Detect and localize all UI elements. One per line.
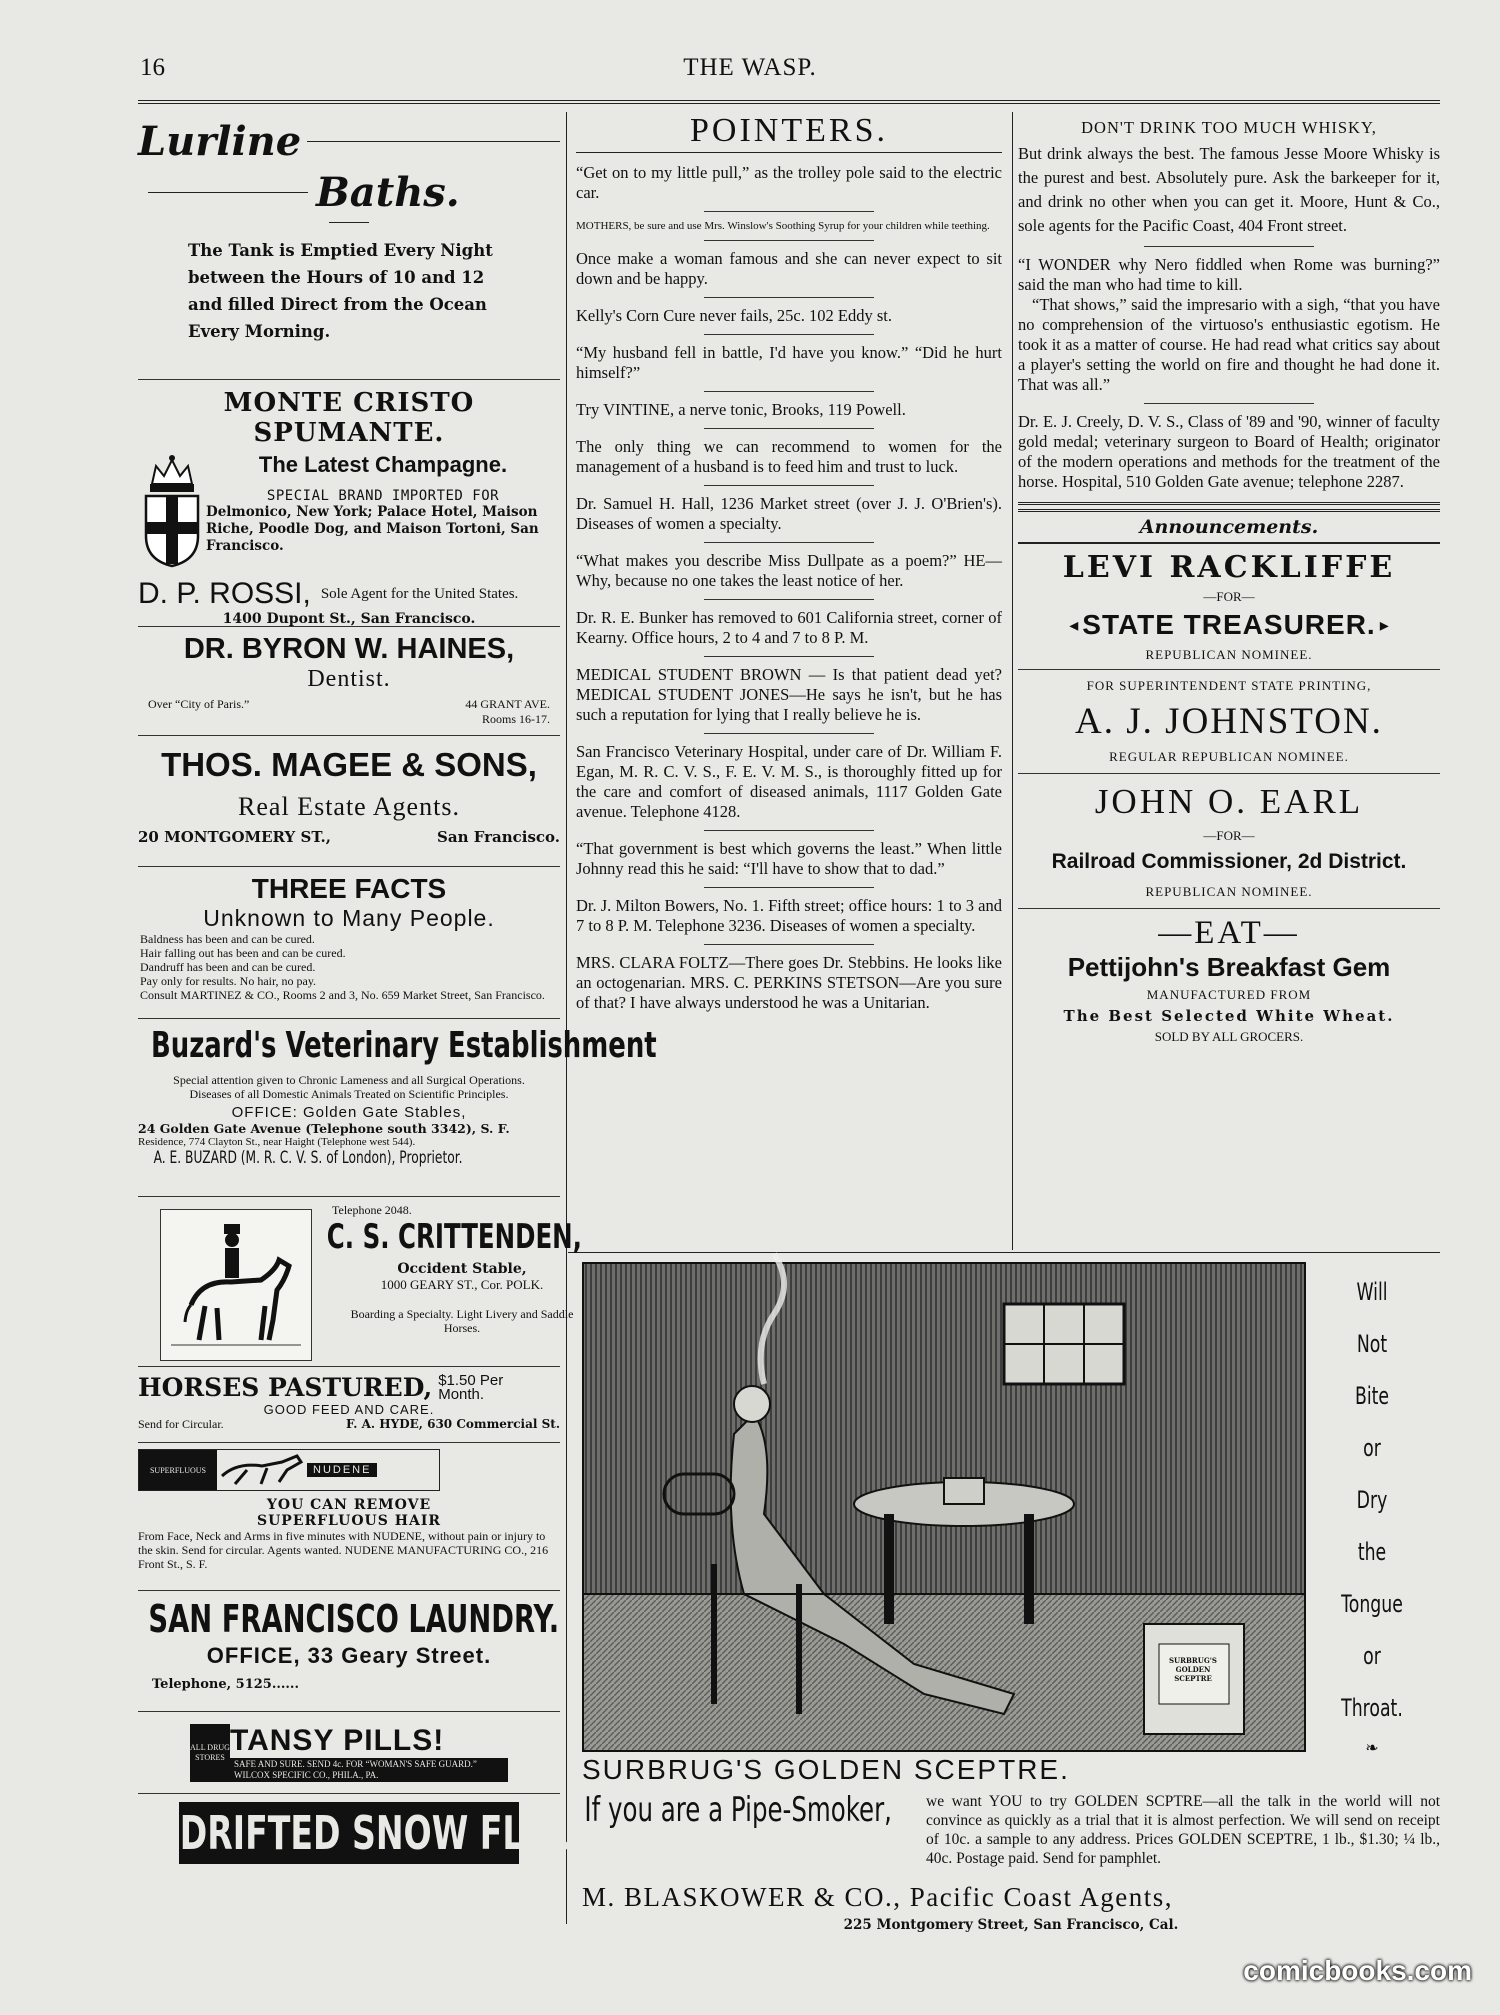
pettijohn-product: Pettijohn's Breakfast Gem [1067,952,1391,982]
buzard-proprietor: A. E. BUZARD (M. R. C. V. S. of London), Proprietor. [153,1148,463,1168]
side-word-2: Not [1356,1330,1388,1358]
johnston-for: FOR SUPERINTENDENT STATE PRINTING, [1086,678,1372,693]
magee-city: San Francisco. [437,828,560,846]
buzard-title: Buzard's Veterinary Establishment [150,1025,657,1066]
pointer-10: Dr. R. E. Bunker has removed to 601 California street, corner of Kearny. Office hours, 2 to 4 and 7 to 8 P. M. [576,608,1002,647]
sceptre-side-words [1312,1278,1432,1758]
magee-ad [138,736,560,867]
column-left [138,112,657,1864]
johnston-ad [1018,670,1440,774]
laundry-phone: Telephone, 5125...... [152,1677,299,1692]
laundry-title: SAN FRANCISCO LAUNDRY. [148,1597,560,1641]
announce-title: Announcements. [1139,516,1319,538]
crown-shield-icon [138,452,206,575]
monte-subtitle: The Latest Champagne. [258,452,508,477]
buzard-text: Special attention given to Chronic Lameness and all Surgical Operations. Diseases of all Domestic Animals Treated on Scientific Principles. [173,1073,525,1101]
monte-title: MONTE CRISTO SPUMANTE. [223,388,475,448]
rossi-address: 1400 Dupont St., San Francisco. [222,611,476,627]
watermark: comicbooks.com [1243,1955,1472,1986]
facts-line-3: Dandruff has been and can be cured. [140,960,316,974]
nero-text-2: “That shows,” said the impresario with a sigh, “that you have no comprehension of the virtuoso's enthusiastic egotism. He took it as a matter of course. He had read what critics say about a player's setting the world on fire and thought he had done it. That was all.” [1018,295,1440,394]
pointer-4: Kelly's Corn Cure never fails, 25c. 102 Eddy st. [576,306,892,325]
lurline-ad [138,112,560,380]
monte-special: SPECIAL BRAND IMPORTED FOR [266,488,500,504]
lurline-title: Lurline [138,118,302,165]
side-word-1: Will [1356,1278,1388,1306]
sceptre-address: 225 Montgomery Street, San Francisco, Cal. [843,1917,1179,1933]
pointer-13: “That government is best which governs the least.” When little Johnny read this he said: “I'll have to show that to dad.” [576,839,1002,878]
sceptre-text: we want YOU to try GOLDEN SCPTRE—all the talk in the world will not convince as quickly as a trial that it is almost perfection. We will send on receipt of 10c. a sample to any address. Prices GOLDEN SCEPTRE, 1 lb., $1.30; ¼ lb., 40c. Postage paid. Send for pamphlet. [926,1793,1440,1867]
facts-subtitle: Unknown to Many People. [203,905,495,931]
crittenden-note: Boarding a Specialty. Light Livery and Saddle Horses. [350,1307,574,1335]
earl-nominee: REPUBLICAN NOMINEE. [1145,884,1313,899]
magee-role: Real Estate Agents. [238,792,460,821]
pointer-6: Try VINTINE, a nerve tonic, Brooks, 119 Powell. [576,400,906,419]
buzard-address: 24 Golden Gate Avenue (Telephone south 3342), S. F. [138,1121,510,1136]
side-word-8: or [1363,1642,1381,1670]
crittenden-phone: Telephone 2048. [332,1203,412,1217]
pointer-14: Dr. J. Milton Bowers, No. 1. Fifth street; office hours: 1 to 3 and 7 to 8 P. M. Telephone 3236. Diseases of women a specialty. [576,896,1002,935]
rackliffe-name: LEVI RACKLIFFE [1062,550,1396,585]
three-facts-ad [138,867,560,1019]
buzard-ad [138,1019,657,1197]
tansy-side: ALL DRUG STORES [190,1724,230,1782]
haines-address: 44 GRANT AVE. Rooms 16-17. [465,697,550,726]
pointer-5: “My husband fell in battle, I'd have you know.” “Did he hurt himself?” [576,343,1002,382]
eat-title: —EAT— [1158,915,1300,951]
creely-text: Dr. E. J. Creely, D. V. S., Class of '89 and '90, winner of faculty gold medal; veterinary surgeon to Board of Health; originator of the modern operations and methods for the treatment of the horse. Hospital, 510 Golden Gate avenue; telephone 2287. [1018,412,1440,491]
laundry-ad [138,1591,560,1712]
crittenden-address: 1000 GEARY ST., Cor. POLK. [380,1277,544,1292]
side-word-7: Tongue [1341,1590,1403,1618]
tansy-title: TANSY PILLS! [230,1723,445,1757]
pointer-1: “Get on to my little pull,” as the trolley pole said to the electric car. [576,163,1002,202]
column-divider-left [566,112,567,1924]
haines-role: Dentist. [307,666,391,692]
tansy-text: SAFE AND SURE. SEND 4c. FOR “WOMAN'S SAFE GUARD.” WILCOX SPECIFIC CO., PHILA., PA. [230,1758,508,1782]
nudene-banner-left: SUPERFLUOUS [139,1450,217,1490]
facts-line-2: Hair falling out has been and can be cured. [140,946,346,960]
horses-title: HORSES PASTURED, [138,1373,433,1402]
johnston-nominee: REGULAR REPUBLICAN NOMINEE. [1109,749,1349,764]
earl-name: JOHN O. EARL [1094,782,1364,821]
column-middle [576,112,1002,1013]
sceptre-pipe: If you are a Pipe-Smoker, [584,1790,892,1830]
horses-price: $1.50 Per Month. [438,1371,504,1403]
tin-label: SURBRUG'S GOLDEN SCEPTRE [1169,1656,1217,1683]
header-rule [138,100,1440,104]
pointer-8: Dr. Samuel H. Hall, 1236 Market street (over J. J. O'Brien's). Diseases of women a specialty. [576,494,1002,533]
lurline-text: The Tank is Emptied Every Night between the Hours of 10 and 12 and filled Direct from the Ocean Every Morning. [188,241,493,341]
rackliffe-for: —FOR— [1203,589,1255,604]
sceptre-title: SURBRUG'S GOLDEN SCEPTRE. [582,1754,1070,1785]
facts-title: THREE FACTS [251,873,447,904]
crittenden-ad [138,1197,582,1367]
pointers-title: POINTERS. [576,112,1002,153]
horses-sub: GOOD FEED AND CARE. [263,1402,435,1417]
whisky-title: DON'T DRINK TOO MUCH WHISKY, [1081,118,1377,137]
greyhound-icon [217,1452,307,1488]
rossi-role: Sole Agent for the United States. [320,585,519,602]
side-word-9: Throat. [1341,1694,1403,1722]
pettijohn-sold: SOLD BY ALL GROCERS. [1154,1029,1304,1044]
page-number: 16 [140,54,165,81]
pointer-12: San Francisco Veterinary Hospital, under care of Dr. William F. Egan, M. R. C. V. S., F. E. V. M. S., is thoroughly fitted up for the care and comfort of diseased animals, 1117 Golden Gate avenue. Telephone 4128. [576,742,1002,821]
earl-ad [1018,774,1440,909]
side-word-3: Bite [1354,1382,1390,1410]
pointer-9: “What makes you describe Miss Dullpate as a poem?” HE—Why, because no one takes the least notice of her. [576,551,1002,590]
monte-cristo-ad [138,380,560,627]
nudene-banner-right: NUDENE [307,1463,377,1477]
tansy-ad [138,1712,560,1794]
rackliffe-ad [1018,544,1440,670]
side-word-5: Dry [1356,1486,1388,1514]
rackliffe-office: STATE TREASURER. [1082,609,1376,640]
side-word-4: or [1363,1434,1381,1462]
pettijohn-ad [1018,909,1440,1051]
nero-text-1: “I WONDER why Nero fiddled when Rome was burning?” said the man who had time to kill. [1018,255,1440,294]
nudene-title2: SUPERFLUOUS HAIR [256,1513,442,1529]
earl-office: Railroad Commissioner, 2d District. [1051,850,1407,873]
earl-for: —FOR— [1203,828,1255,843]
sceptre-top-rule [568,1252,1440,1253]
magee-name: THOS. MAGEE & SONS, [161,746,537,783]
johnston-name: A. J. JOHNSTON. [1075,701,1383,742]
pointer-3: Once make a woman famous and she can never expect to sit down and be happy. [576,249,1002,288]
lurline-title2: Baths. [316,169,460,216]
buzard-office: OFFICE: Golden Gate Stables, [231,1104,467,1121]
nudene-text: From Face, Neck and Arms in five minutes with NUDENE, without pain or injury to the skin. Send for circular. Agents wanted. NUDENE MANUFACTURING CO., 216 Front St., S. F. [138,1529,549,1571]
laundry-office: OFFICE, 33 Geary Street. [206,1643,492,1668]
pointer-2: MOTHERS, be sure and use Mrs. Winslow's Soothing Syrup for your children while teething. [576,220,990,232]
pointer-7: The only thing we can recommend to women for the management of a husband is to feed him and trust to luck. [576,437,1002,476]
page-title: THE WASP. [683,54,817,81]
haines-ad [138,627,560,736]
crittenden-name: C. S. CRITTENDEN, [326,1217,582,1257]
horses-circular: Send for Circular. [138,1417,224,1431]
nudene-banner [138,1449,440,1491]
horse-rider-icon [160,1209,312,1361]
monte-places: Delmonico, New York; Palace Hotel, Maison Riche, Poodle Dog, and Maison Tortoni, San Francisco. [206,504,539,554]
magee-address: 20 MONTGOMERY ST., [138,828,331,846]
pointer-11: MEDICAL STUDENT BROWN — Is that patient dead yet? MEDICAL STUDENT JONES—He says he isn't, but he has such a reputation for lying that I really believe he is. [576,665,1002,724]
pettijohn-wheat: The Best Selected White Wheat. [1063,1007,1395,1025]
pettijohn-mfd: MANUFACTURED FROM [1146,987,1312,1002]
haines-name: DR. BYRON W. HAINES, [183,633,515,665]
flour-title: DRIFTED SNOW FLOUR [179,1806,603,1860]
facts-line-4: Pay only for results. No hair, no pay. [140,974,317,988]
sceptre-ad [582,1262,1440,1942]
ornament-icon: ❧ [1365,1740,1379,1757]
smoker-engraving [582,1262,1306,1752]
haines-location: Over “City of Paris.” [148,697,250,711]
column-right [1018,118,1440,1051]
column-divider-right [1012,112,1013,1250]
nudene-title1: YOU CAN REMOVE [266,1497,432,1513]
hand-right-icon: ▸ [1379,614,1389,635]
flour-ad [138,1794,603,1864]
crittenden-stable: Occident Stable, [397,1261,527,1277]
rossi-name: D. P. ROSSI, [138,577,311,610]
facts-line-5: Consult MARTINEZ & CO., Rooms 2 and 3, No. 659 Market Street, San Francisco. [140,988,545,1002]
hand-left-icon: ◂ [1069,614,1079,635]
sceptre-agents: M. BLASKOWER & CO., Pacific Coast Agents, [582,1882,1173,1912]
pointer-15: MRS. CLARA FOLTZ—There goes Dr. Stebbins. He looks like an octogenarian. MRS. C. PERKINS STETSON—Are you sure of that? I have always understood he was a Unitarian. [576,953,1002,1012]
horses-contact: F. A. HYDE, 630 Commercial St. [345,1417,560,1431]
buzard-residence: Residence, 774 Clayton St., near Haight (Telephone west 544). [138,1136,416,1148]
nudene-ad [138,1443,560,1591]
horses-pastured-ad [138,1367,560,1443]
facts-line-1: Baldness has been and can be cured. [140,932,315,946]
whisky-text: But drink always the best. The famous Jesse Moore Whisky is the purest and best. Absolutely pure. Ask the barkeeper for it, and drink no other when you can get it. Moore, Hunt & Co., sole agents for the Pacific Coast, 404 Front street. [1018,144,1440,235]
side-word-6: the [1357,1538,1387,1566]
rackliffe-nominee: REPUBLICAN NOMINEE. [1145,647,1313,662]
